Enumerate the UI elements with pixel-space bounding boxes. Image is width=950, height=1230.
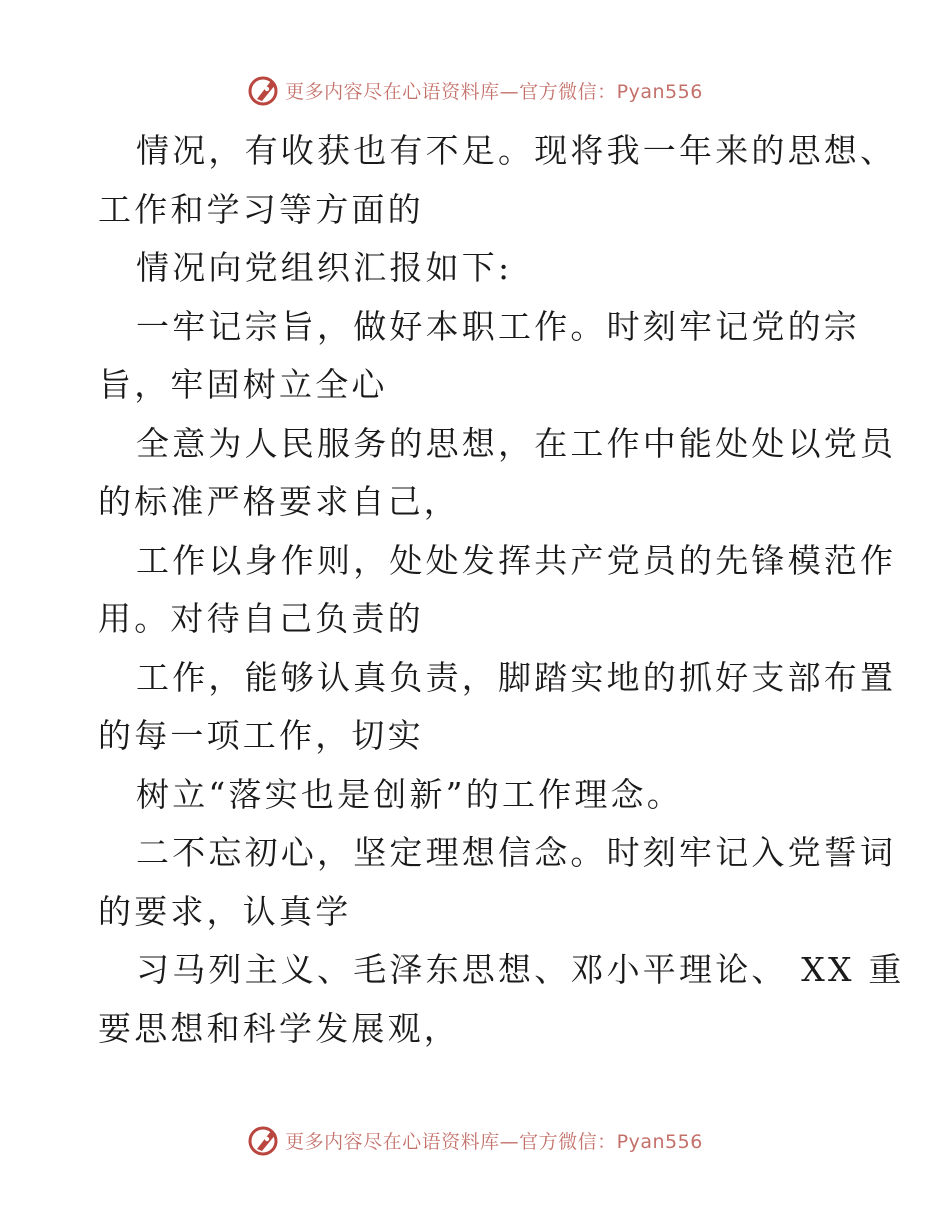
text-line: 一牢记宗旨，做好本职工作。时刻牢记党的宗 xyxy=(136,306,860,346)
pen-nib-seal-icon xyxy=(247,73,281,107)
footer-watermark xyxy=(0,1120,950,1160)
text-line: 的每一项工作，切实 xyxy=(98,716,424,755)
watermark-text: 更多内容尽在心语资料库—官方微信：Pyan556 xyxy=(285,80,703,103)
text-line: 的要求，认真学 xyxy=(98,891,352,931)
document-body xyxy=(98,122,905,1058)
header-watermark xyxy=(0,70,950,110)
pen-nib-seal-icon xyxy=(247,1123,281,1157)
text-line: 用。对待自己负责的 xyxy=(98,599,424,638)
text-line: 工作，能够认真负责，脚踏实地的抓好支部布置 xyxy=(136,657,897,697)
text-line: 工作和学习等方面的 xyxy=(98,189,424,229)
text-line: 旨，牢固树立全心 xyxy=(98,365,388,404)
text-line: 全意为人民服务的思想，在工作中能处处以党员 xyxy=(136,423,897,463)
text-line: 习马列主义、毛泽东思想、邓小平理论、 XX 重 xyxy=(136,950,905,989)
watermark-text: 更多内容尽在心语资料库—官方微信：Pyan556 xyxy=(285,1130,703,1153)
text-line: 情况，有收获也有不足。现将我一年来的思想、 xyxy=(136,131,897,170)
text-line: 要思想和科学发展观， xyxy=(98,1008,460,1048)
text-line: 工作以身作则，处处发挥共产党员的先锋模范作 xyxy=(136,540,897,580)
text-line: 情况向党组织汇报如下: xyxy=(136,248,513,287)
text-line: 树立“落实也是创新”的工作理念。 xyxy=(136,774,683,814)
text-line: 二不忘初心，坚定理想信念。时刻牢记入党誓词 xyxy=(136,833,897,872)
text-line: 的标准严格要求自己， xyxy=(98,482,460,521)
